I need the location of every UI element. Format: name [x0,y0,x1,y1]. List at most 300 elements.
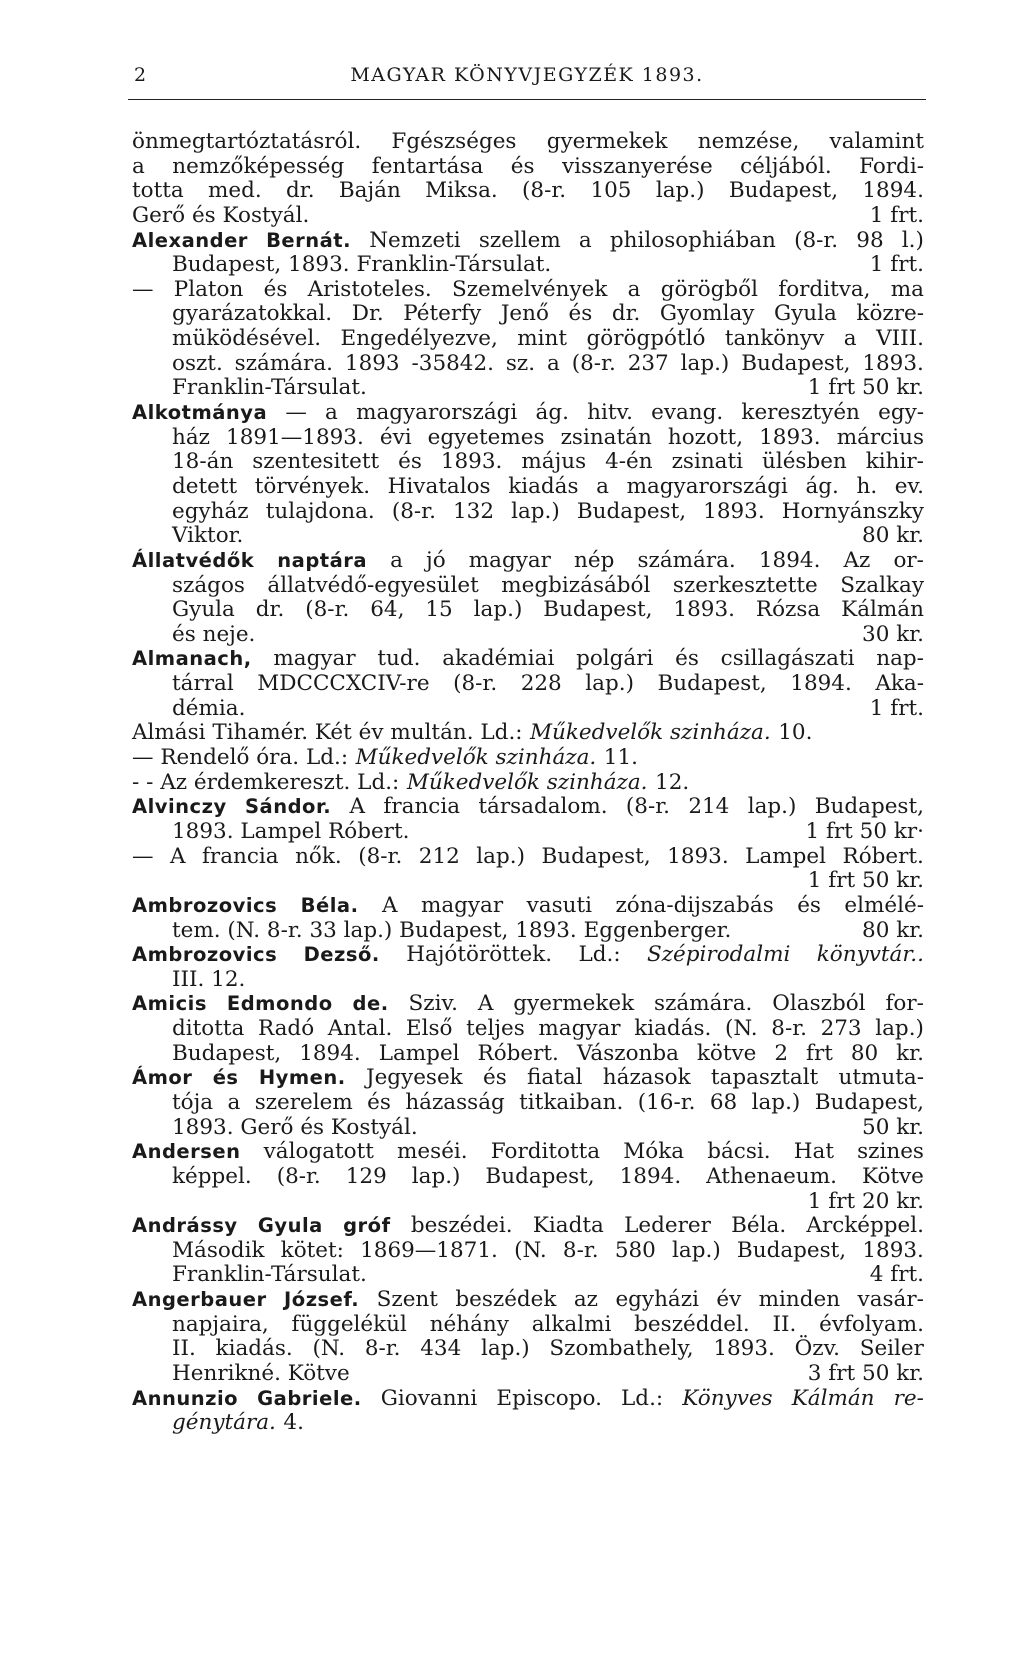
entry-text-word: — [285,400,307,426]
entry-text-word: és [568,301,593,327]
entry-text-word: a [843,326,857,352]
entry-author-word: gróf [343,1214,391,1238]
entry-text-word: 1893. [759,424,821,450]
entry-text-word: néhány [429,1311,509,1337]
entry-text-word: 8-r. [364,1336,401,1362]
entry-text-word: Jenő [500,301,549,327]
entry-text-word: lap.) [476,843,525,869]
entry-text: — Rendelő óra. Ld.: [132,745,349,771]
entry-text-word: 237 [627,350,669,376]
entry-text-word: 2 [774,1040,789,1066]
entry-text-word: dr. [286,178,315,204]
text-line [132,1116,924,1141]
text-line [132,1288,924,1313]
entry-text-word: (16-r. [637,1089,696,1115]
entry-text-word: detett [172,473,238,499]
text-line [132,598,924,623]
entry-text-word: 98 [856,227,884,253]
entry-text-word: az [573,1287,599,1313]
entry-series-word: Könyves [682,1385,773,1411]
entry-text-word: Péterfy [403,301,482,327]
text-line [132,968,924,993]
entry-text-word: philosophiában [609,227,776,253]
entry-text-word: Szent [376,1287,438,1313]
entry-text-word: 1894. [790,671,852,697]
entry-text-word: szellem [478,227,561,253]
entry-text: Viktor. [172,523,244,549]
entry-text-word: Baján [338,178,401,204]
entry-author-word: és [212,1066,239,1090]
entry-text-word: h. [856,473,878,499]
entry-number: 10. [778,720,813,746]
text-line [132,746,924,771]
entry-series: Műkedvelők szinháza. [406,769,648,795]
entry-text-word: és [797,892,821,918]
text-line [132,672,924,697]
entry-text-word: egy- [878,400,924,426]
entry-text-word: Antal. [327,1016,393,1042]
entry-text-word: szentesitett [252,449,380,475]
entry-text-word: (8-r. [794,227,839,253]
entry-text-word: Episcopo. [496,1385,602,1411]
entry-text-word: egyetemes [427,424,545,450]
entry-text-word: 8-r. [562,1237,599,1263]
entry-text-word: tója [172,1089,214,1115]
entry-author-word: Hymen. [258,1066,346,1090]
entry-author-word: Gyula [257,1214,323,1238]
entry-text-word: tankönyv [724,326,825,352]
entry-price: 1 frt 20 kr. [807,1188,924,1214]
entry-author-word: Angerbauer [132,1288,267,1312]
text-line [132,229,924,254]
entry-text-word: (8-r. [358,843,403,869]
entry-series-word: re- [893,1385,924,1411]
entry-text-word: Vászonba [576,1040,679,1066]
entry-text-word: or- [893,547,924,573]
entry-text-word: 132 [452,498,495,524]
entry-text-word: l.) [901,227,924,253]
entry-author-word: Gabriele. [257,1386,362,1410]
entry-price: 1 frt 50 kr. [807,375,924,401]
entry-text-word: kiadás [508,473,579,499]
entry-text-word: 434 [420,1336,462,1362]
entry-text-word: 4-én [605,449,653,475]
entry-text-word: Béla. [731,1213,787,1239]
entry-text-word: alkalmi [531,1311,612,1337]
entry-text-word: hitv. [587,400,633,426]
entry-text-word: Budapest, [657,671,767,697]
text-line [132,1411,924,1436]
entry-text-word: 580 [614,1237,656,1263]
entry-text-word: Platon [173,276,244,302]
entry-text-word: szerkesztette [672,572,818,598]
entry-text-word: nép [574,547,615,573]
entry-author-word: Sándor. [245,795,332,819]
entry-price: 80 kr. [862,917,924,943]
entry-text-word: a [578,227,592,253]
entry-text-word: és [367,1089,391,1115]
entry-text-word: Kálmán [841,597,924,623]
entry-series-word: Kálmán [791,1385,875,1411]
entry-price: 4 frt. [869,1262,924,1288]
entry-author-word: de. [352,992,389,1016]
entry-text-word: Kötve [861,1163,924,1189]
entry-text-word: 1894. [299,1040,361,1066]
entry-text-word: vasár- [857,1287,924,1313]
text-line [132,771,924,796]
entry-text-word: Az [843,547,871,573]
entry-text-word: dr. [611,301,641,327]
entry-text-word: 1894. [758,547,821,573]
entry-text-word: kiadás. [215,1336,293,1362]
entry-text-word: (N. [312,1336,346,1362]
entry-text-word: Miksa. [425,178,498,204]
entry-text-word: ág. [535,400,569,426]
entry-author-word: Almanach, [132,647,252,671]
entry-text-word: minden [758,1287,841,1313]
entry-author-word: Amicis [132,992,207,1016]
entry-text-word: A [477,991,494,1017]
entry-text-word: Engedélyezve, [340,326,498,352]
entry-author-word: Ambrozovics [132,943,278,967]
entry-text-word: beszédek [455,1287,557,1313]
entry-text: Budapest, 1893. Franklin-Társulat. [172,252,552,278]
text-line [132,647,924,672]
entry-text-word: Lederer [624,1213,711,1239]
text-line [132,574,924,599]
entry-text-word: társadalom. [478,794,608,820]
entry-text-word: függelékül [291,1311,407,1337]
entry-text-word: évi [379,424,412,450]
text-line [132,500,924,525]
entry-text-word: — [132,843,154,869]
entry-text-word: (N. [514,1237,547,1263]
entry-text-word: törvények. [254,473,371,499]
entry-text-word: Hornyánszky [781,498,924,524]
entry-text-word: Forditotta [490,1139,601,1165]
entry-text-word: céljából. [740,153,832,179]
entry-text-word: beszédei. [410,1213,513,1239]
entry-text-word: lap.) [473,597,523,623]
entry-text-word: tud. [377,646,421,672]
entry-text-word: — [132,276,154,302]
text-line [132,894,924,919]
text-line [132,155,924,180]
entry-text-word: a [390,547,403,573]
entry-text-word: május [521,449,587,475]
entry-author-word: Béla. [300,893,359,917]
header-rule [128,99,926,100]
text-line [132,697,924,722]
entry-text-word: görögpótló [586,326,706,352]
entry-text-word: Ld.: [621,1385,664,1411]
entry-text-word: 64, [370,597,405,623]
entry-text-word: MDCCCXCIV-re [257,671,430,697]
entry-text-word: nemzőképesség [172,153,345,179]
entry-text-word: A [169,843,186,869]
catalog-entries [132,130,924,1436]
text-line [132,1387,924,1412]
entry-text-word: utmuta- [838,1065,924,1091]
text-line [132,1362,924,1387]
entry-text-word: zsinati [671,449,743,475]
entry-text-word: II. [772,1311,797,1337]
text-line [132,1239,924,1264]
entry-text: Henrikné. Kötve [172,1361,350,1387]
text-line [132,327,924,352]
entry-text: 1893. Gerő és Kostyál. [172,1114,418,1140]
entry-series-word: Szépirodalmi [647,942,791,968]
entry-text-word: a [627,276,641,302]
entry-text-word: II. [172,1336,196,1362]
entry-text-word: évfolyam. [819,1311,924,1337]
entry-text-word: Radó [257,1016,315,1042]
entry-number: 4. [283,1410,304,1436]
entry-text-word: tapasztalt [710,1065,819,1091]
entry-text-word: müködésével. [172,326,322,352]
entry-text-word: keresztyén [741,400,860,426]
entry-text-word: Sziv. [408,991,458,1017]
entry-text-word: Arcképpel. [806,1213,924,1239]
entry-text-word: Budapest, [728,178,839,204]
entry-text-word: kötve [696,1040,757,1066]
entry-text-word: magyar [420,892,504,918]
entry-text: és neje. [172,621,256,647]
text-line [132,278,924,303]
entry-text-word: Giovanni [380,1385,478,1411]
entry-text-word: csillagászati [720,646,855,672]
entry-text-word: Szombathely, [549,1336,694,1362]
entry-number: 11. [603,745,638,771]
entry-text-word: 1893. [440,449,503,475]
entry-text-word: tárral [172,671,234,697]
entry-price: 1 frt. [869,695,924,721]
entry-text-word: Budapest, [736,1237,847,1263]
entry-text-word: Róbert. [842,843,924,869]
entry-text-word: a [227,1089,241,1115]
entry-text-word: 1894. [862,178,924,204]
entry-text-word: med. [208,178,262,204]
entry-text-word: lap.) [672,1237,721,1263]
entry-series: Műkedvelők szinháza. [530,720,771,746]
entry-text-word: 1893. [862,350,924,376]
entry-text-word: kötet: [280,1237,344,1263]
entry-text-word: oszt. [172,350,223,376]
entry-text-word: számára. [637,547,736,573]
entry-text-word: év [716,1287,742,1313]
text-line [132,130,924,155]
entry-text-word: 1869—1871. [360,1237,498,1263]
entry-text-word: forditva, [778,276,871,302]
entry-text-word: (8-r. [625,794,670,820]
entry-text-word: kr. [896,1040,924,1066]
entry-author-word: Állatvédők [132,548,255,572]
entry-text: tem. (N. 8-r. 33 lap.) Budapest, 1893. Eggenberger. [172,917,732,943]
entry-text-word: 15 [425,597,453,623]
entry-text-word: -35842. [411,350,494,376]
entry-text-word: teljes [466,1016,525,1042]
text-line [132,204,924,229]
entry-text-word: hozott, [667,424,744,450]
text-line [132,721,924,746]
text-line [132,1214,924,1239]
entry-text-word: lap.) [411,1163,461,1189]
entry-text-word: magyar [538,1016,621,1042]
entry-text-word: és [263,276,288,302]
entry-text-word: Budapest, [576,498,687,524]
entry-author-word: Andrássy [132,1214,238,1238]
entry-text-word: Gyula [172,597,235,623]
entry-text-word: magyar [468,547,551,573]
entry-text: III. 12. [172,966,246,992]
entry-text-word: gyermekek [513,991,635,1017]
text-line [132,524,924,549]
entry-text-word: 1893. [703,498,765,524]
entry-text-word: ev. [894,473,924,499]
entry-text-word: házasság [405,1089,505,1115]
entry-text-word: 1894. [619,1163,682,1189]
text-line [132,1263,924,1288]
text-line [132,992,924,1017]
entry-text-word: Budapest, [814,1089,924,1115]
entry-text-word: gyarázatokkal. [172,301,333,327]
entry-text-word: Hat [793,1139,834,1165]
entry-series: Műkedvelők szinháza. [355,745,597,771]
entry-text-word: 80 [850,1040,879,1066]
text-line [132,450,924,475]
text-line [132,795,924,820]
entry-text: démia. [172,695,246,721]
entry-text-word: valamint [829,129,924,154]
text-line [132,623,924,648]
entry-text-word: visszanyerése [561,153,713,179]
entry-text-word: Gyula [773,301,837,327]
entry-text-word: Kiadta [532,1213,604,1239]
entry-text-word: Második [172,1237,265,1263]
entry-text-word: 228 [520,671,562,697]
entry-text-word: lap.) [585,671,634,697]
entry-text-word: ma [890,276,924,302]
entry-author-word: naptára [277,548,368,572]
entry-text-word: titkaiban. [519,1089,624,1115]
entry-author-word: Alvinczy [132,795,227,819]
entry-text-word: gyermekek [546,129,668,154]
entry-text-word: polgári [576,646,654,672]
entry-text-word: lap.) [747,794,797,820]
entry-text-word: (8-r. [391,498,436,524]
entry-text: Franklin-Társulat. [172,375,367,401]
entry-text-word: számára. [654,991,753,1017]
entry-text-word: evang. [651,400,724,426]
text-line [132,401,924,426]
entry-text-word: Aka- [875,671,924,697]
text-line [132,475,924,500]
entry-price: 1 frt 50 kr· [805,818,924,844]
entry-text-word: (8-r. [276,1163,321,1189]
entry-text-word: Nemzeti [369,227,461,253]
entry-price: 1 frt. [869,202,924,228]
entry-text-word: Róbert. [477,1040,559,1066]
entry-author-word: Edmondo [226,992,333,1016]
entry-text-word: (8-r. [453,671,498,697]
entry-text-word: lap.) [875,1016,924,1042]
entry-text-word: (8-r. [305,597,350,623]
entry-text-word: 1891—1893. [226,424,364,450]
entry-text-word: Budapest, [741,350,851,376]
entry-text-word: Budapest, [485,1163,595,1189]
text-line [132,179,924,204]
entry-text-word: fentartása [371,153,484,179]
entry-text-word: a [325,400,338,426]
entry-text-word: a [596,473,609,499]
entry-author-word: Dezső. [303,943,380,967]
entry-text-word: szágos [172,572,245,598]
text-line [132,845,924,870]
entry-text-word: vasuti [526,892,592,918]
text-line [132,1165,924,1190]
entry-text-word: akadémiai [442,646,555,672]
entry-text-word: lap.) [481,1336,530,1362]
entry-author-word: Bernát. [266,228,352,252]
entry-text-word: A [381,892,398,918]
entry-text-word: és [398,449,422,475]
entry-text-word: 212 [418,843,460,869]
entry-text-word: Budapest, [814,794,924,820]
entry-text-word: lap.) [751,1089,801,1115]
entry-text-word: A [349,794,366,820]
entry-text-word: 68 [709,1089,738,1115]
entry-text-word: Rózsa [755,597,821,623]
entry-text-word: Athenaeum. [706,1163,837,1189]
entry-text-word: totta [132,178,184,204]
entry-text-word: napjaira, [172,1311,269,1337]
text-line [132,1091,924,1116]
entry-text: Gerő és Kostyál. [132,202,310,228]
entry-text-word: Móka [623,1139,685,1165]
entry-text-word: frt [805,1040,833,1066]
page-number: 2 [134,64,148,86]
entry-number: 12. [655,769,690,795]
entry-text-word: VIII. [876,326,924,352]
entry-text-word: sz. [505,350,536,376]
entry-text-word: Fgészséges [391,129,517,154]
entry-text-word: Budapest, [541,843,651,869]
entry-text: 1893. Lampel Róbert. [172,818,410,844]
entry-text-word: 1893 [344,350,400,376]
entry-text-word: 129 [345,1163,387,1189]
entry-text-word: és [675,646,699,672]
entry-text-word: válogatott [263,1139,374,1165]
entry-text-word: mint [517,326,568,352]
entry-text-word: házasok [602,1065,691,1091]
entry-author-word: József. [284,1288,360,1312]
entry-text-word: ülésben [761,449,847,475]
entry-text: - - Az érdemkereszt. Ld.: [132,769,400,795]
text-line [132,1190,924,1215]
entry-text-word: szines [857,1139,924,1165]
entry-series-word: könyvtár.. [816,942,924,968]
entry-text-word: nemzése, [697,129,800,154]
entry-text-word: nap- [876,646,924,672]
entry-text-word: magyarországi [356,400,518,426]
entry-text-word: és [482,1065,507,1091]
entry-author-word: Ambrozovics [132,893,278,917]
entry-text-word: szerelem [254,1089,353,1115]
entry-series: génytára. [172,1410,276,1436]
entry-author-word: Alexander [132,228,248,252]
running-title: MAGYAR KÖNYVJEGYZÉK 1893. [350,64,704,86]
entry-text-word: Budapest, [172,1040,282,1066]
